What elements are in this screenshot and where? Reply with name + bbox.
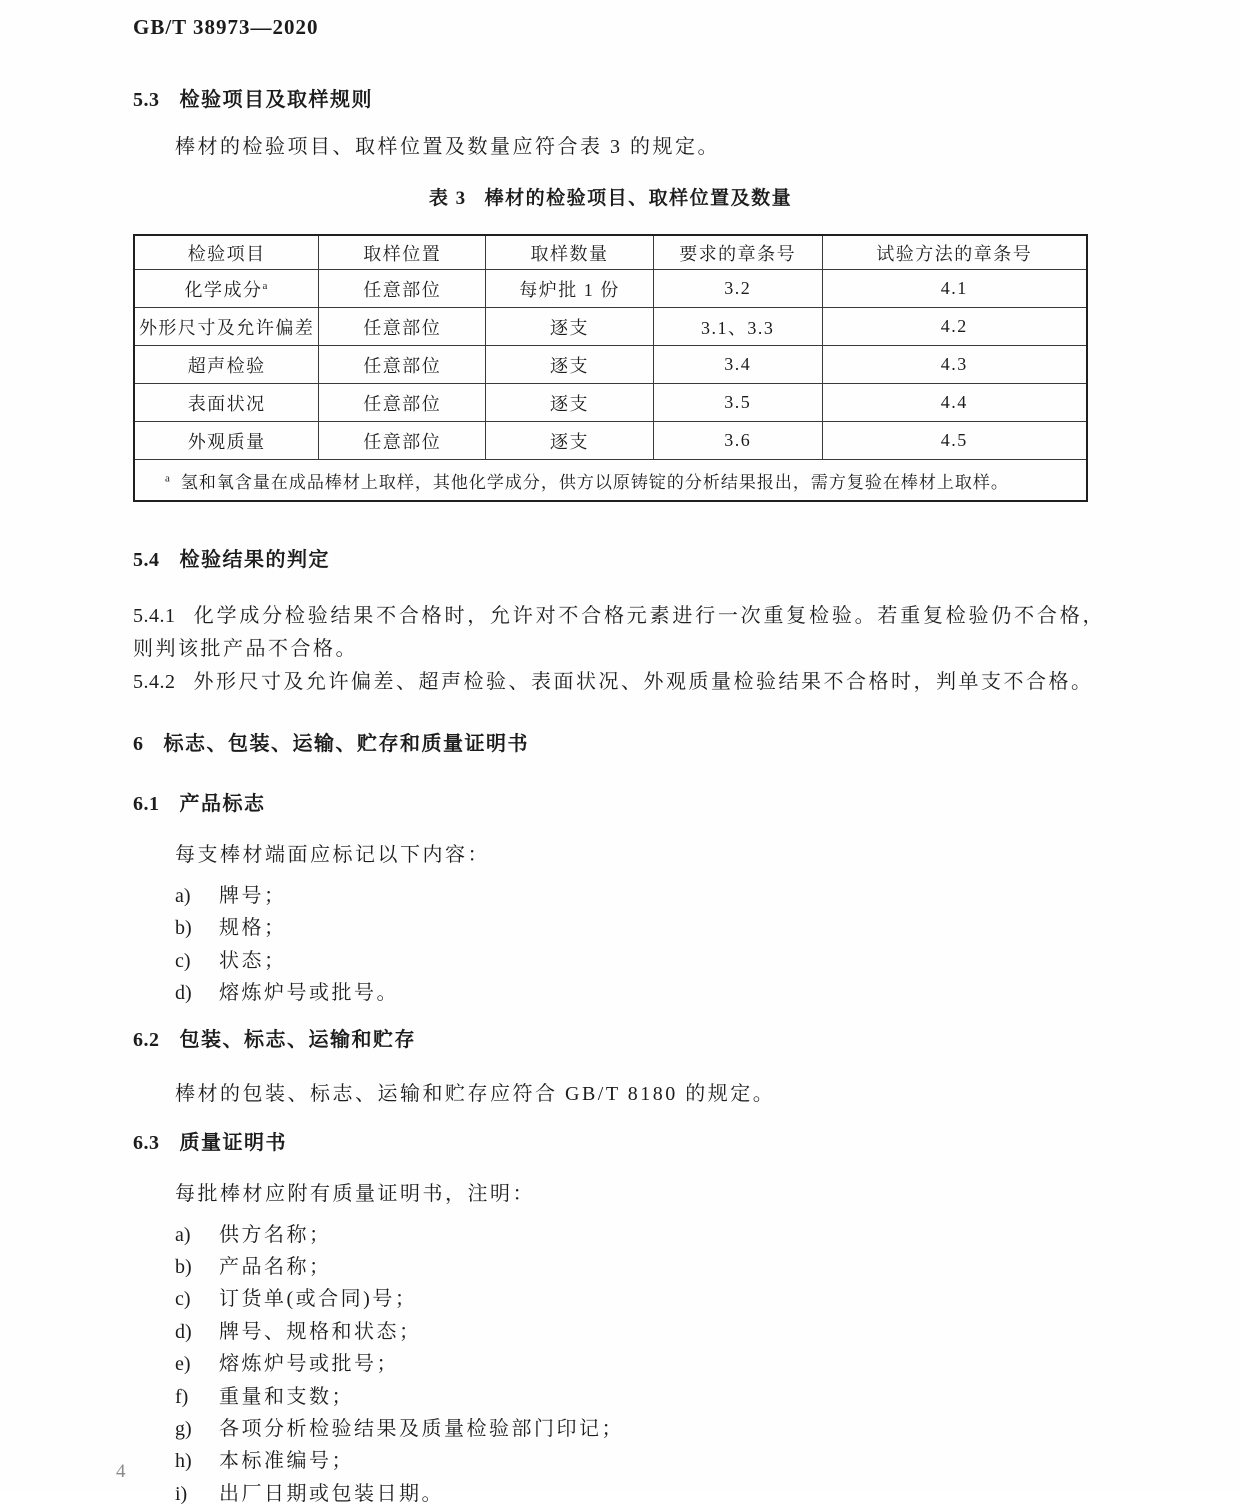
cell-method: 4.2 [822, 308, 1087, 346]
section-5-4-heading [133, 546, 1105, 574]
list-item-label: i) [175, 1482, 188, 1505]
list-item-text: 供方名称； [219, 1223, 332, 1246]
list-item [133, 1445, 1105, 1477]
table-header-position: 取样位置 [319, 235, 486, 270]
cell-quantity: 逐支 [486, 384, 654, 422]
cell-method: 4.3 [822, 346, 1087, 384]
cell-item: 超声检验 [134, 346, 319, 384]
table-header-item: 检验项目 [134, 235, 319, 270]
list-item-label: g) [175, 1418, 192, 1441]
list-item-text: 出厂日期或包装日期。 [219, 1482, 444, 1505]
section-6-3-heading [133, 1129, 1105, 1157]
list-item-label: d) [175, 982, 192, 1005]
list-item-label: c) [175, 949, 191, 972]
list-item [133, 1251, 1105, 1283]
cell-position: 任意部位 [319, 422, 486, 460]
section-6-3-number: 6.3 [133, 1131, 160, 1154]
section-6-1-title: 产品标志 [179, 793, 266, 815]
list-item-text: 重量和支数； [219, 1385, 354, 1408]
cell-item-text: 化学成分 [184, 279, 263, 300]
list-item [133, 1283, 1105, 1315]
section-5-3-paragraph: 棒材的检验项目、取样位置及数量应符合表 3 的规定。 [175, 136, 720, 158]
page-number: 4 [116, 1461, 126, 1482]
list-item-text: 各项分析检验结果及质量检验部门印记； [219, 1418, 624, 1441]
list-item-text: 规格； [219, 917, 287, 940]
cell-requirement: 3.5 [653, 384, 822, 422]
table-row [134, 346, 1087, 384]
cell-method: 4.1 [822, 270, 1087, 308]
list-item-text: 本标准编号； [219, 1450, 354, 1473]
list-item [133, 912, 1105, 944]
standard-number: GB/T 38973—2020 [133, 15, 319, 39]
cell-item: 外形尺寸及允许偏差 [134, 308, 319, 346]
cell-item: 表面状况 [134, 384, 319, 422]
list-item [133, 1316, 1105, 1348]
list-item-label: b) [175, 917, 192, 940]
list-item [133, 1413, 1105, 1445]
section-6-title: 标志、包装、运输、贮存和质量证明书 [163, 733, 529, 755]
list-item [133, 945, 1105, 977]
section-6-number: 6 [133, 733, 144, 755]
cell-method: 4.5 [822, 422, 1087, 460]
section-5-3-title: 检验项目及取样规则 [179, 89, 373, 111]
cell-requirement: 3.6 [653, 422, 822, 460]
cell-position: 任意部位 [319, 270, 486, 308]
section-5-4-title: 检验结果的判定 [179, 549, 330, 571]
clause-5-4-1 [133, 600, 1105, 666]
list-item [133, 880, 1105, 912]
cell-method: 4.4 [822, 384, 1087, 422]
table-row [134, 308, 1087, 346]
certificate-items-list [133, 1219, 1105, 1510]
footnote-text: 氢和氧含量在成品棒材上取样，其他化学成分，供方以原铸锭的分析结果报出，需方复验在棒材上取样。 [180, 472, 1009, 492]
list-item-text: 订货单(或合同)号； [219, 1288, 418, 1311]
table-footnote-row [134, 460, 1087, 502]
table-3-caption [133, 185, 1088, 213]
cell-requirement: 3.1、3.3 [653, 308, 822, 346]
section-6-2-paragraph: 棒材的包装、标志、运输和贮存应符合 GB/T 8180 的规定。 [175, 1082, 776, 1105]
table-row [134, 270, 1087, 308]
section-6-2-title: 包装、标志、运输和贮存 [179, 1028, 416, 1051]
cell-position: 任意部位 [319, 346, 486, 384]
list-item [133, 1478, 1105, 1510]
table-header-requirement: 要求的章条号 [653, 235, 822, 270]
section-6-3-intro: 每批棒材应附有质量证明书，注明： [175, 1182, 535, 1205]
list-item-text: 状态； [219, 949, 287, 972]
cell-quantity: 逐支 [486, 346, 654, 384]
cell-quantity: 逐支 [486, 422, 654, 460]
table-header-quantity: 取样数量 [486, 235, 654, 270]
clause-5-4-2-text: 外形尺寸及允许偏差、超声检验、表面状况、外观质量检验结果不合格时，判单支不合格。 [193, 671, 1094, 693]
list-item [133, 1219, 1105, 1251]
list-item-text: 牌号； [219, 885, 287, 907]
table-header-method: 试验方法的章条号 [822, 235, 1087, 270]
cell-item: 外观质量 [134, 422, 319, 460]
list-item-text: 牌号、规格和状态； [219, 1320, 422, 1343]
section-6-1-number: 6.1 [133, 793, 160, 815]
list-item-label: d) [175, 1320, 192, 1343]
list-item [133, 1381, 1105, 1413]
list-item-label: a) [175, 1223, 191, 1246]
table-3 [133, 234, 1088, 502]
cell-quantity: 每炉批 1 份 [486, 270, 654, 308]
cell-requirement: 3.4 [653, 346, 822, 384]
section-5-4-number: 5.4 [133, 549, 160, 571]
clause-5-4-2-number: 5.4.2 [133, 671, 176, 693]
table-row [134, 384, 1087, 422]
cell-position: 任意部位 [319, 308, 486, 346]
section-6-2-number: 6.2 [133, 1028, 160, 1051]
cell-item [134, 270, 319, 308]
marking-items-list [133, 880, 1105, 1010]
list-item-label: b) [175, 1256, 192, 1279]
clause-5-4-1-text: 化学成分检验结果不合格时，允许对不合格元素进行一次重复检验。若重复检验仍不合格，则判该批产品不合格。 [133, 605, 1105, 660]
table-3-caption-title: 棒材的检验项目、取样位置及数量 [484, 188, 793, 209]
table-row [134, 422, 1087, 460]
table-footnote [134, 460, 1087, 502]
section-6-3-title: 质量证明书 [179, 1131, 287, 1154]
cell-position: 任意部位 [319, 384, 486, 422]
list-item-label: h) [175, 1450, 192, 1473]
footnote-marker: a [165, 471, 171, 484]
cell-quantity: 逐支 [486, 308, 654, 346]
section-6-2-heading [133, 1026, 1105, 1054]
section-6-1-intro: 每支棒材端面应标记以下内容： [175, 844, 490, 866]
list-item-text: 熔炼炉号或批号。 [219, 982, 399, 1005]
list-item-text: 产品名称； [219, 1256, 332, 1279]
clause-5-4-1-number: 5.4.1 [133, 605, 176, 627]
table-header-row [134, 235, 1087, 270]
list-item-label: c) [175, 1288, 191, 1311]
list-item [133, 1348, 1105, 1380]
footnote-ref: a [262, 279, 269, 292]
list-item-label: e) [175, 1353, 191, 1376]
cell-requirement: 3.2 [653, 270, 822, 308]
section-5-3-number: 5.3 [133, 89, 160, 111]
list-item-text: 熔炼炉号或批号； [219, 1353, 399, 1376]
section-5-3-heading [133, 86, 1105, 114]
list-item-label: a) [175, 885, 191, 907]
clause-5-4-2 [133, 666, 1105, 699]
section-6-1-heading [133, 790, 1105, 818]
list-item-label: f) [175, 1385, 189, 1408]
section-6-heading [133, 730, 1105, 758]
list-item [133, 977, 1105, 1009]
table-3-caption-number: 表 3 [428, 188, 467, 209]
